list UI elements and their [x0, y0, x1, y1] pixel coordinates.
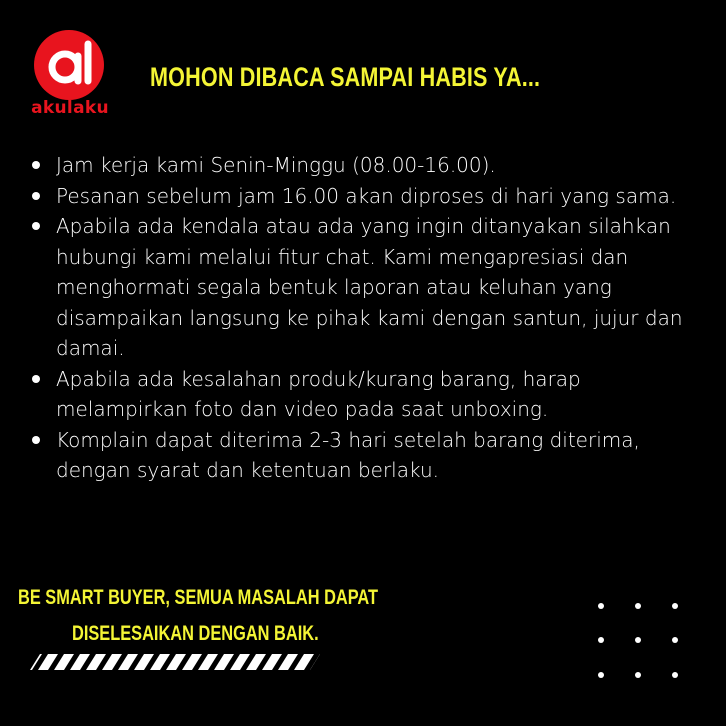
footer-line-1: BE SMART BUYER, SEMUA MASALAH DAPAT — [18, 586, 379, 609]
list-item — [28, 181, 708, 212]
dot-grid-decoration — [590, 596, 690, 686]
list-item — [28, 150, 708, 181]
bullet-icon — [32, 192, 40, 200]
rules-list — [28, 150, 708, 486]
akulaku-logo — [24, 30, 116, 126]
footer-line-2: DISELESAIKAN DENGAN BAIK. — [72, 622, 319, 645]
bullet-icon — [32, 161, 40, 169]
list-item — [28, 425, 708, 486]
rule-text: Komplain dapat diterima 2-3 hari setelah barang diterima, dengan syarat dan ketentuan berlaku. — [56, 427, 640, 482]
akulaku-logo-icon — [34, 30, 104, 100]
bullet-icon — [32, 436, 40, 444]
bullet-icon — [32, 222, 40, 230]
stripe-divider — [30, 654, 320, 670]
bullet-icon — [32, 375, 40, 383]
logo-wordmark: akulaku — [31, 98, 109, 118]
rule-text: Apabila ada kendala atau ada yang ingin ditanyakan silahkan hubungi kami melalui fitur chat. Kami mengapresiasi dan menghormati segala bentuk laporan atau keluhan yang disampaikan langsung ke pihak kami dengan santun, jujur dan damai. — [56, 214, 683, 360]
list-item — [28, 211, 708, 364]
rule-text: Pesanan sebelum jam 16.00 akan diproses di hari yang sama. — [56, 183, 677, 208]
rule-text: Jam kerja kami Senin-Minggu (08.00-16.00). — [56, 153, 496, 177]
list-item — [28, 364, 708, 425]
page-title: MOHON DIBACA SAMPAI HABIS YA... — [150, 62, 541, 92]
rule-text: Apabila ada kesalahan produk/kurang barang, harap melampirkan foto dan video pada saat unboxing. — [56, 366, 581, 421]
